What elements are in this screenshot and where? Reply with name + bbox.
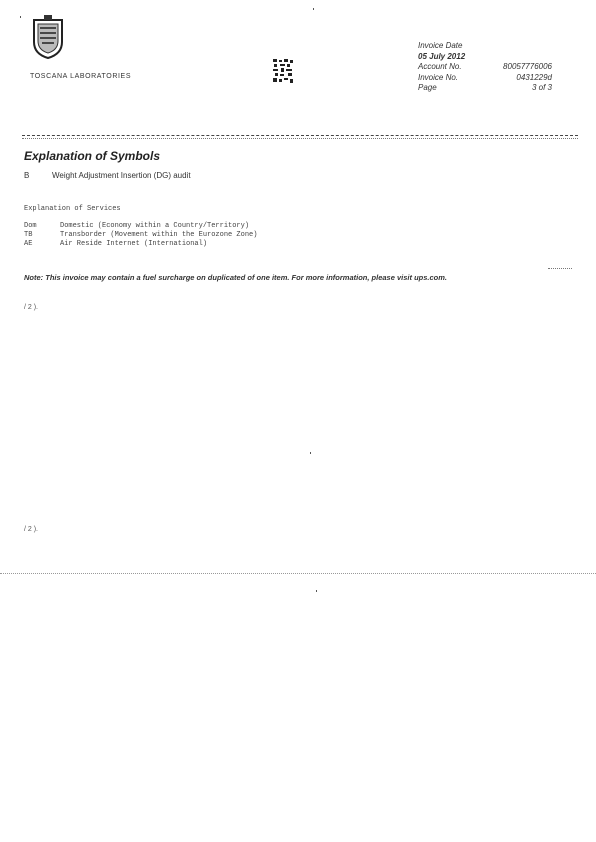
list-item <box>24 231 257 240</box>
meta-value: 3 of 3 <box>531 83 552 92</box>
meta-row <box>418 41 552 52</box>
scan-speck <box>316 590 317 592</box>
barcode-icon <box>272 58 294 84</box>
list-item <box>24 222 257 231</box>
service-text: Domestic (Economy within a Country/Territory) <box>60 222 250 230</box>
meta-row <box>418 83 552 94</box>
company-crest-logo <box>30 14 66 60</box>
bottom-divider <box>0 573 596 574</box>
note-divider <box>548 268 572 269</box>
meta-value: 0431229d <box>516 72 552 82</box>
symbol-text: Weight Adjustment Insertion (DG) audit <box>52 171 191 180</box>
service-code: TB <box>24 231 33 239</box>
meta-row <box>418 73 552 84</box>
meta-value: 05 July 2012 <box>418 51 466 61</box>
service-code: AE <box>24 240 33 248</box>
meta-value: 80057776006 <box>503 62 552 71</box>
page-mark: / 2 ). <box>24 526 39 533</box>
meta-row <box>418 52 552 63</box>
invoice-meta <box>418 41 552 94</box>
meta-label: Invoice No. <box>418 72 459 82</box>
service-code: Dom <box>24 222 37 230</box>
fuel-surcharge-note: Note: This invoice may contain a fuel surcharge on duplicated of one item. For more information, please visit ups.com. <box>24 273 447 282</box>
services-title: Explanation of Services <box>24 205 121 213</box>
symbol-row <box>24 171 191 180</box>
scan-speck <box>310 452 311 454</box>
symbol-code: B <box>24 171 30 180</box>
service-text: Transborder (Movement within the Eurozone Zone) <box>60 231 258 239</box>
scan-speck <box>313 8 314 10</box>
meta-label: Account No. <box>418 62 462 71</box>
header-divider <box>22 135 578 136</box>
services-list <box>24 222 257 249</box>
meta-row <box>418 62 552 73</box>
service-text: Air Reside Internet (International) <box>60 240 208 248</box>
scan-speck <box>20 16 21 18</box>
list-item <box>24 240 257 249</box>
header-divider-secondary <box>22 138 578 139</box>
page-mark: / 2 ). <box>24 304 39 311</box>
meta-label: Page <box>418 83 437 92</box>
meta-value <box>488 41 552 52</box>
section-title: Explanation of Symbols <box>24 149 161 163</box>
meta-label: Invoice Date <box>418 41 463 50</box>
company-name: TOSCANA LABORATORIES <box>30 73 132 80</box>
